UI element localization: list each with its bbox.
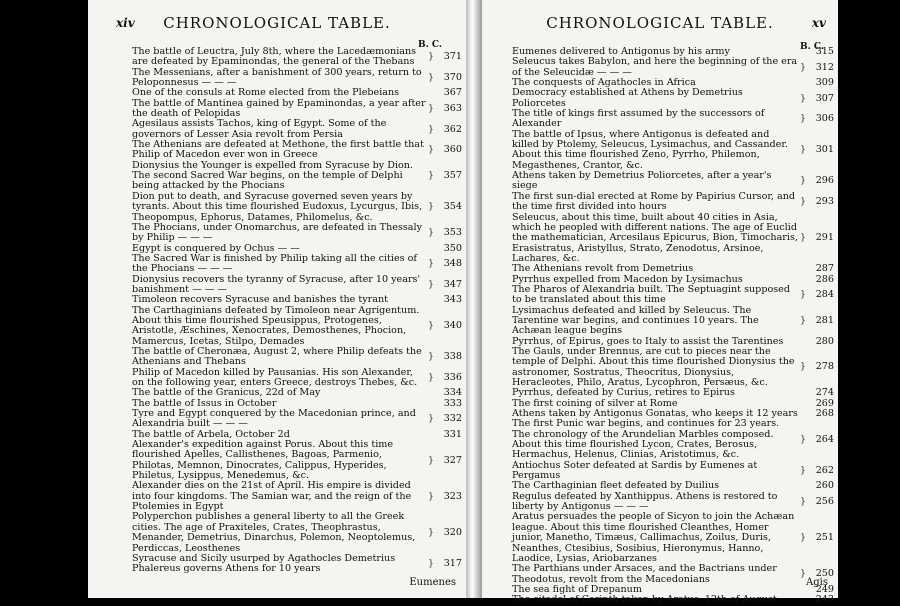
entry-year: 307 — [815, 92, 834, 104]
entry-year: 360 — [443, 144, 462, 156]
chronology-entry — [132, 47, 462, 68]
era-label: B. C. — [418, 40, 443, 50]
entry-text: The battle of Mantinea gained by Epaminondas, a year after the death of Pelopidas — [132, 97, 426, 120]
entry-year: 332 — [443, 413, 462, 425]
entry-year: 312 — [815, 61, 834, 73]
entry-year: 333 — [443, 397, 462, 409]
chronology-entry — [512, 564, 834, 585]
entry-text: Athens taken by Demetrius Poliorcetes, after a year's siege — [512, 170, 772, 192]
chronology-entry — [512, 130, 834, 171]
entry-year: 343 — [443, 294, 462, 306]
chronology-entry — [132, 223, 462, 244]
entry-text: The battle of Arbela, October 2d — [132, 428, 290, 440]
chronology-entry — [132, 140, 462, 161]
entry-text: The first coining of silver at Rome — [512, 397, 678, 409]
chronology-entry — [512, 461, 834, 482]
entry-year: 348 — [443, 258, 462, 270]
chronology-entry — [512, 213, 834, 265]
entry-year: 371 — [443, 51, 462, 63]
entry-text: The Carthaginian fleet defeated by Duilius — [512, 480, 720, 492]
chronology-entry — [512, 347, 834, 388]
chronology-entry — [512, 492, 834, 513]
chronology-entry — [132, 481, 462, 512]
entry-text: Timoleon recovers Syracuse and banishes the tyrant — [132, 294, 388, 306]
entry-year: 327 — [443, 454, 462, 466]
entry-year: 251 — [815, 532, 834, 544]
entry-year: 301 — [815, 144, 834, 156]
brace-mark: } — [428, 124, 434, 135]
entry-text: Aratus persuades the people of Sicyon to join the Achæan league. About this time flourished Cleanthes, Homer junior, Manetho, Timæus, Callimachus, Zoilus, Duris, Neanthes, Ctesibius, Sosibius, Hieronymus, Hanno, Laodice, Lysias, Ariobarzanes — [512, 511, 795, 564]
page-number: xv — [811, 16, 826, 30]
chronology-entry — [132, 554, 462, 575]
entry-text: Seleucus, about this time, built about 40 cities in Asia, which he peopled with different nations. The age of Euclid the mathematician, Arcesilaus Epicurus, Bion, Timocharis, Erasistratus, Aristyllus, Strato, Zenodotus, Arsinoe, Lachares, &c. — [512, 211, 798, 264]
entry-text: The Parthians under Arsaces, and the Bactrians under Theodotus, revolt from the Macedonians — [512, 563, 777, 585]
era-label: B. C. — [799, 42, 824, 52]
brace-mark: } — [428, 202, 434, 213]
chronology-entry — [132, 440, 462, 481]
entry-text: Seleucus takes Babylon, and here the beginning of the era of the Seleucidæ — — — — [512, 56, 798, 78]
book-gutter — [466, 0, 482, 598]
right-page — [482, 0, 838, 606]
entry-text: The Phocians, under Onomarchus, are defeated in Thessaly by Philip — — — — [132, 221, 422, 244]
entry-year: 260 — [815, 480, 834, 492]
brace-mark: } — [428, 352, 434, 363]
brace-mark: } — [800, 533, 806, 544]
page-title: CHRONOLOGICAL TABLE. — [163, 14, 391, 32]
chronology-entry — [512, 264, 834, 274]
catchword: Eumenes — [409, 577, 456, 588]
entry-year: 284 — [815, 289, 834, 301]
chronology-entry — [132, 192, 462, 223]
brace-mark: } — [800, 362, 806, 373]
brace-mark: } — [800, 290, 806, 301]
entry-text: Alexander dies on the 21st of April. His empire is divided into four kingdoms. The Samian war, and the reign of the Ptolemies in Egypt — [132, 480, 412, 513]
brace-mark: } — [428, 414, 434, 425]
chronology-entry — [512, 88, 834, 109]
brace-mark: } — [800, 176, 806, 187]
chronology-entry — [132, 254, 462, 275]
entry-year: 281 — [815, 314, 834, 326]
entry-year: 274 — [815, 387, 834, 399]
entry-year: 280 — [815, 335, 834, 347]
brace-mark: } — [428, 527, 434, 538]
brace-mark: } — [800, 62, 806, 73]
entry-year: 336 — [443, 371, 462, 383]
brace-mark: } — [428, 279, 434, 290]
entry-text: Dionysius recovers the tyranny of Syracuse, after 10 years' banishment — — — — [132, 273, 421, 295]
entry-text: Alexander's expedition against Porus. About this time flourished Apelles, Callisthenes, Bagoas, Parmenio, Philotas, Memnon, Dinocrates, Calippus, Hyperides, Philetus, Lysippus, Menedemus, &c. — [132, 439, 394, 482]
entry-year: 278 — [815, 361, 834, 373]
brace-mark: } — [428, 321, 434, 332]
brace-mark: } — [428, 259, 434, 270]
entry-text: The Athenians are defeated at Methone, the first battle that Philip of Macedon ever won in Greece — [132, 139, 424, 161]
entry-text: The battle of Cheronæa, August 2, where Philip defeats the Athenians and Thebans — [132, 345, 422, 368]
entry-text: Lysimachus defeated and killed by Seleucus. The Tarentine war begins, and continues 10 years. The Achæan league begins — [512, 304, 759, 337]
entry-year: 357 — [443, 170, 462, 182]
entry-year: 354 — [443, 201, 462, 213]
entry-text: Agesilaus assists Tachos, king of Egypt. Some of the governors of Lesser Asia revolt from Persia — [132, 118, 387, 140]
entry-year: 320 — [443, 526, 462, 538]
page-header — [88, 14, 466, 36]
entry-year: 340 — [443, 320, 462, 332]
entry-year: 269 — [815, 397, 834, 409]
catchword: Agis — [806, 577, 828, 588]
brace-mark: } — [800, 465, 806, 476]
entry-year: 293 — [815, 195, 834, 207]
entry-text: Dion put to death, and Syracuse governed seven years by tyrants. About this time flourished Eudoxus, Lycurgus, Ibis, Theopompus, Ephorus, Datames, Philomelus, &c. — [132, 190, 423, 223]
entry-text: The Messenians, after a banishment of 300 years, return to Peloponnesus — — — — [132, 66, 422, 89]
chronology-entry — [132, 512, 462, 553]
entry-text: Dionysius the Younger is expelled from Syracuse by Dion. The second Sacred War begins, on the temple of Delphi being attacked by the Phocians — [132, 159, 414, 192]
page-title: CHRONOLOGICAL TABLE. — [546, 14, 774, 32]
chronology-entry — [132, 99, 462, 120]
entry-text: The battle of Ipsus, where Antigonus is defeated and killed by Ptolemy, Seleucus, Lysimachus, and Cassander. About this time flourished Zeno, Pyrrho, Philemon, Megasthenes, Crantor, &c. — [512, 128, 788, 171]
entry-text: Antiochus Soter defeated at Sardis by Eumenes at Pergamus — [512, 459, 758, 482]
chronology-entry — [512, 171, 834, 192]
entry-year: 264 — [815, 433, 834, 445]
entry-text: One of the consuls at Rome elected from the Plebeians — [132, 87, 400, 99]
chronology-entry — [512, 109, 834, 130]
brace-mark: } — [800, 93, 806, 104]
entry-year: 362 — [443, 123, 462, 135]
entry-text: Athens taken by Antigonus Gonatas, who keeps it 12 years — [512, 408, 798, 420]
entry-year: 317 — [443, 558, 462, 570]
entry-text: The sea fight of Drepanum — [512, 583, 642, 595]
entry-year: 291 — [815, 232, 834, 244]
entry-text: The Pharos of Alexandria built. The Septuagint supposed to be translated about this time — [512, 283, 790, 306]
entry-year: 296 — [815, 175, 834, 187]
entry-text: The battle of the Granicus, 22d of May — [132, 387, 321, 399]
entry-text: Pyrrhus expelled from Macedon by Lysimachus — [512, 273, 743, 285]
brace-mark: } — [800, 196, 806, 207]
entry-text: The first Punic war begins, and continues for 23 years. The chronology of the Arundelian Marbles composed. About this time flourished Lycon, Crates, Berosus, Hermachus, Helenus, Clinias, Aristotimus, &c. — [512, 418, 780, 461]
entry-year: 315 — [815, 46, 834, 57]
entry-text: The first sun-dial erected at Rome by Papirius Cursor, and the time first divided into hours — [512, 190, 796, 213]
chronology-entry — [132, 161, 462, 192]
chronology-entry — [132, 306, 462, 347]
chronology-entry — [132, 347, 462, 368]
chronology-entry — [132, 275, 462, 296]
entry-year: 331 — [443, 428, 462, 440]
chronology-entry — [512, 57, 834, 78]
left-page — [88, 0, 466, 598]
brace-mark: } — [428, 372, 434, 383]
entry-text: The battle of Issus in October — [132, 397, 277, 409]
entry-text: The conquests of Agathocles in Africa — [512, 77, 696, 89]
entry-text: Philip of Macedon killed by Pausanias. His son Alexander, on the following year, enters Greece, destroys Thebes, &c. — [132, 366, 418, 388]
brace-mark: } — [800, 114, 806, 125]
brace-mark: } — [428, 491, 434, 502]
brace-mark: } — [428, 103, 434, 114]
entry-text: Polyperchon publishes a general liberty to all the Greek cities. The age of Praxiteles, Crates, Theophrastus, Menander, Demetrius, Dinarchus, Polemon, Neoptolemus, Perdiccas, Leosthenes — [132, 511, 416, 554]
brace-mark: } — [428, 455, 434, 466]
chronology-entry — [512, 306, 834, 337]
page-header — [482, 14, 838, 36]
entry-text: The citadel of Corinth taken by Aratus, 12th of August — [512, 594, 777, 606]
chronology-list — [132, 47, 462, 575]
entry-year: 350 — [443, 242, 462, 254]
entry-year: 286 — [815, 273, 834, 285]
brace-mark: } — [428, 52, 434, 63]
entry-text: The Sacred War is finished by Philip taking all the cities of the Phocians — — — — [132, 252, 417, 275]
entry-text: The Gauls, under Brennus, are cut to pieces near the temple of Delphi. About this time flourished Dionysius the astronomer, Sostratus, Theocritus, Dionysius, Heracleotes, Philo, Aratus, Lycophron, Persæus, &c. — [512, 345, 795, 388]
entry-text: The Carthaginians defeated by Timoleon near Agrigentum. About this time flourished Speusippus, Protogenes, Aristotle, Æschines, Xenocrates, Demosthenes, Phocion, Mamercus, Icetas, Stilpo, Demades — [132, 304, 420, 347]
entry-year: 370 — [443, 71, 462, 83]
chronology-entry — [132, 68, 462, 89]
entry-text: Syracuse and Sicily usurped by Agathocles Demetrius Phalereus governs Athens for 10 years — [132, 552, 396, 575]
entry-year: 262 — [815, 464, 834, 476]
entry-year: 256 — [815, 495, 834, 507]
entry-text: Regulus defeated by Xanthippus. Athens is restored to liberty by Antigonus — — — — [512, 490, 778, 513]
entry-text: Pyrrhus, defeated by Curius, retires to Epirus — [512, 387, 735, 399]
brace-mark: } — [428, 72, 434, 83]
entry-year: 367 — [443, 87, 462, 99]
brace-mark: } — [428, 171, 434, 182]
entry-text: Pyrrhus, of Epirus, goes to Italy to assist the Tarentines — [512, 335, 784, 347]
entry-year: 338 — [443, 351, 462, 363]
chronology-entry — [132, 409, 462, 430]
entry-text: The title of kings first assumed by the successors of Alexander — [512, 108, 765, 130]
entry-year: 306 — [815, 113, 834, 125]
brace-mark: } — [800, 434, 806, 445]
brace-mark: } — [428, 228, 434, 239]
chronology-entry — [512, 192, 834, 213]
entry-text: Democracy established at Athens by Demetrius Poliorcetes — [512, 87, 743, 109]
chronology-entry — [512, 512, 834, 564]
brace-mark: } — [800, 315, 806, 326]
chronology-entry — [512, 419, 834, 460]
entry-year: 287 — [815, 263, 834, 275]
entry-text: Eumenes delivered to Antigonus by his army — [512, 46, 730, 57]
entry-text: The battle of Leuctra, July 8th, where the Lacedæmonians are defeated by Epaminondas, the general of the Thebans — [132, 46, 417, 68]
brace-mark: } — [428, 145, 434, 156]
entry-year: 309 — [815, 77, 834, 89]
entry-year: 250 — [815, 568, 834, 580]
entry-year: 249 — [815, 583, 834, 595]
entry-text: Egypt is conquered by Ochus — — — [132, 242, 300, 254]
brace-mark: } — [800, 496, 806, 507]
entry-year: 323 — [443, 490, 462, 502]
entry-year: 334 — [443, 387, 462, 399]
entry-text: Tyre and Egypt conquered by the Macedonian prince, and Alexandria built — — — — [132, 408, 416, 430]
chronology-entry — [512, 595, 834, 605]
chronology-entry — [512, 285, 834, 306]
brace-mark: } — [428, 559, 434, 570]
page-number: xiv — [116, 16, 135, 30]
entry-year: 347 — [443, 278, 462, 290]
brace-mark: } — [800, 569, 806, 580]
entry-year: 268 — [815, 408, 834, 420]
entry-year: 363 — [443, 102, 462, 114]
chronology-entry — [132, 368, 462, 389]
chronology-entry — [132, 119, 462, 140]
chronology-list — [512, 47, 834, 606]
entry-text: The Athenians revolt from Demetrius — [512, 263, 694, 275]
brace-mark: } — [800, 145, 806, 156]
brace-mark: } — [800, 233, 806, 244]
entry-year: 243 — [815, 594, 834, 606]
entry-year: 353 — [443, 227, 462, 239]
